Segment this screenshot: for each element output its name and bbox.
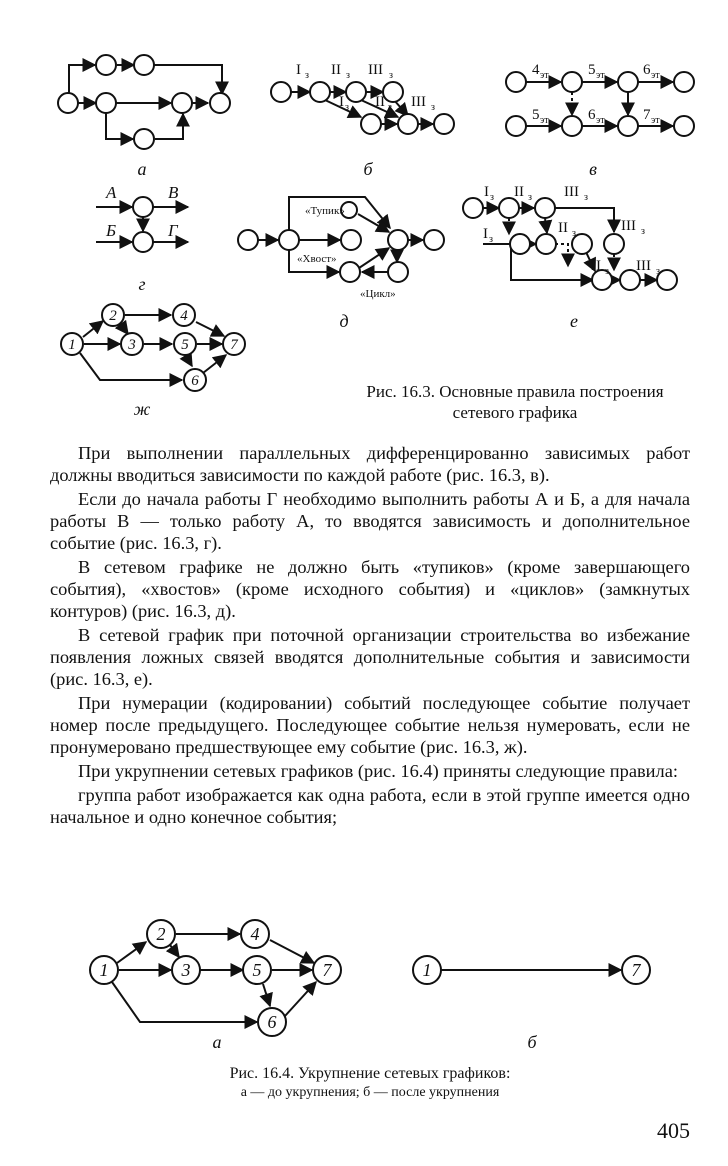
b-sub: з xyxy=(346,70,350,81)
b-label-top-1: I xyxy=(296,62,301,78)
paragraph-1: При выполнении параллельных дифференцированно зависимых работ должны вводиться зависимости по каждой работе (рис. 16.3, в). xyxy=(50,443,690,485)
fig164-sublabel-b: б xyxy=(527,1032,537,1052)
sublabel-d: д xyxy=(339,311,349,331)
diagram-a xyxy=(58,55,230,149)
paragraph-6: При укрупнении сетевых графиков (рис. 16.4) приняты следующие правила: xyxy=(78,761,678,781)
fig164b-node-7: 7 xyxy=(631,960,641,980)
paragraph-3: В сетевом графике не должно быть «тупиков» (кроме завершающего события), «хвостов» (кроме исходного события) и «циклов» (замкнутых контуров) (рис. 16.3, д). xyxy=(50,557,690,621)
b-sub: з xyxy=(389,70,393,81)
diagram-164-a xyxy=(90,920,341,1036)
b-label-bottom-3: III xyxy=(411,94,426,110)
e-sub: з xyxy=(605,266,609,277)
e-label-5: II xyxy=(558,220,568,236)
diagram-b xyxy=(271,82,454,134)
zh-node-1: 1 xyxy=(68,337,76,353)
e-sub: з xyxy=(656,266,660,277)
e-sub: з xyxy=(584,192,588,203)
v-sub: эт xyxy=(596,70,605,81)
e-sub: з xyxy=(490,192,494,203)
caption-line-2: а — до укрупнения; б — после укрупнения xyxy=(240,1085,500,1100)
v-label-bottom-1: 5 xyxy=(532,107,540,123)
b-sub: з xyxy=(345,102,349,113)
fig164-node-6: 6 xyxy=(267,1012,277,1032)
paragraph-7: группа работ изображается как одна работа, если в этой группе имеется одно начальное и одно конечное события; xyxy=(50,785,690,827)
fig164-node-1: 1 xyxy=(99,960,109,980)
v-sub: эт xyxy=(651,70,660,81)
sublabel-b: б xyxy=(363,159,373,179)
figure-16-4-caption xyxy=(150,1064,590,1102)
e-sub: з xyxy=(528,192,532,203)
page-number: 405 xyxy=(657,1118,690,1143)
b-label-bottom-2: II xyxy=(375,94,385,110)
e-label-7: II xyxy=(591,258,601,274)
zh-node-6: 6 xyxy=(191,373,199,389)
d-label-tupik: «Тупик» xyxy=(305,205,345,217)
sublabel-v: в xyxy=(589,159,597,179)
diagram-e xyxy=(463,198,677,290)
b-label-top-3: III xyxy=(368,62,383,78)
b-sub: з xyxy=(305,70,309,81)
caption-line-1: Рис. 16.4. Укрупнение сетевых графиков: xyxy=(229,1065,511,1082)
d-label-tsikl: «Цикл» xyxy=(360,288,396,300)
diagram-v xyxy=(506,72,694,136)
g-label-g: Г xyxy=(168,221,178,240)
zh-node-4: 4 xyxy=(180,308,188,324)
b-label-bottom-1: I xyxy=(339,94,344,110)
e-label-6: III xyxy=(621,218,636,234)
fig164-node-7: 7 xyxy=(322,960,332,980)
fig164-node-3: 3 xyxy=(181,960,191,980)
fig164-node-2: 2 xyxy=(156,924,166,944)
e-label-3: III xyxy=(564,184,579,200)
g-label-v: В xyxy=(168,183,179,202)
v-sub: эт xyxy=(651,115,660,126)
e-label-1: I xyxy=(484,184,489,200)
fig164-sublabel-a: а xyxy=(212,1032,222,1052)
caption-line-2: сетевого графика xyxy=(452,403,578,422)
zh-node-3: 3 xyxy=(128,337,136,353)
diagram-164-b xyxy=(413,956,650,984)
b-label-top-2: II xyxy=(331,62,341,78)
e-sub: з xyxy=(572,228,576,239)
paragraph-2: Если до начала работы Г необходимо выполнить работы А и Б, а для начала работы В — только работу А, то вводятся зависимость и дополнительное событие (рис. 16.3, г). xyxy=(50,489,690,553)
b-sub: з xyxy=(431,102,435,113)
d-label-khvost: «Хвост» xyxy=(297,253,337,265)
body-text xyxy=(50,442,690,830)
v-sub: эт xyxy=(540,70,549,81)
e-label-4: I xyxy=(483,226,488,242)
caption-line-1: Рис. 16.3. Основные правила построения xyxy=(366,382,664,401)
b-sub: з xyxy=(388,102,392,113)
g-label-b: Б xyxy=(106,221,117,240)
figure-16-3-caption xyxy=(330,381,700,423)
e-label-2: II xyxy=(514,184,524,200)
v-label-bottom-3: 7 xyxy=(643,107,651,123)
g-label-a: А xyxy=(106,183,117,202)
paragraph-5: При нумерации (кодировании) событий последующее событие получает номер после предыдущего. Последующее событие нельзя нумеровать, если не пронумеровано предшествующее ему событие (рис. 16.3, ж). xyxy=(50,693,690,757)
fig164-node-4: 4 xyxy=(250,924,260,944)
zh-node-2: 2 xyxy=(109,308,117,324)
fig164-node-5: 5 xyxy=(252,960,262,980)
v-label-top-3: 6 xyxy=(643,62,651,78)
v-label-top-1: 4 xyxy=(532,62,540,78)
sublabel-g: г xyxy=(138,274,146,294)
sublabel-zh: ж xyxy=(133,399,151,419)
v-label-bottom-2: 6 xyxy=(588,107,596,123)
v-sub: эт xyxy=(596,115,605,126)
zh-node-5: 5 xyxy=(181,337,189,353)
e-label-8: III xyxy=(636,258,651,274)
v-label-top-2: 5 xyxy=(588,62,596,78)
e-sub: з xyxy=(489,234,493,245)
sublabel-a: а xyxy=(137,159,147,179)
diagram-zh xyxy=(61,304,245,391)
e-sub: з xyxy=(641,226,645,237)
v-sub: эт xyxy=(540,115,549,126)
sublabel-e: е xyxy=(570,311,578,331)
paragraph-4: В сетевой график при поточной организации строительства во избежание появления ложных связей вводятся дополнительные события и зависимости (рис. 16.3, е). xyxy=(50,625,690,689)
fig164b-node-1: 1 xyxy=(422,960,432,980)
zh-node-7: 7 xyxy=(230,337,238,353)
